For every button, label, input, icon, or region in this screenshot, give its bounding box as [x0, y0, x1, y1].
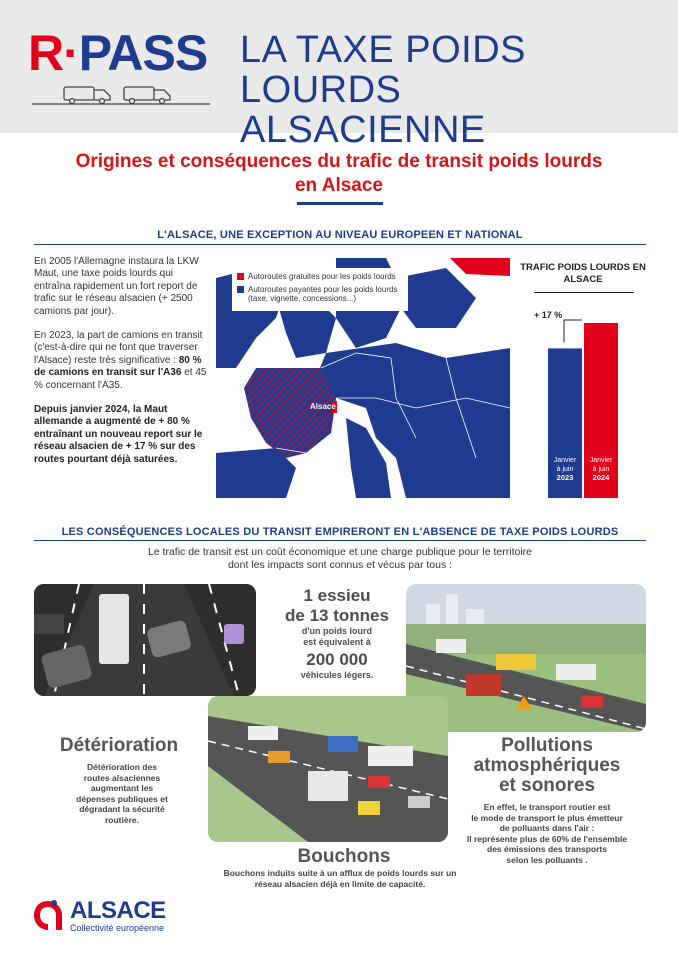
logo-letter-r: R [28, 25, 64, 81]
bouchons-text [190, 868, 490, 889]
pollutions-title-line3: et sonores [498, 775, 596, 796]
alsace-emblem-icon [30, 897, 66, 933]
main-title-line1: Origines et conséquences du trafic de transit poids lourds [75, 151, 603, 172]
deterioration-line3: augmentant les [90, 783, 154, 793]
traffic-jam-illustration [208, 696, 448, 842]
consequences-intro [90, 546, 590, 572]
chart-bar-label-2-2: à juin [592, 466, 610, 473]
rpass-logo [28, 25, 218, 108]
stat-line3: d'un poids lourd [301, 626, 373, 636]
pollutions-title [452, 736, 642, 796]
intro-text [34, 256, 212, 478]
legend-row-free [237, 272, 403, 282]
main-title [0, 150, 678, 198]
deterioration-line4: dépenses publiques et [76, 793, 168, 804]
deterioration-line6: routière. [104, 814, 139, 825]
alsace-logo-subtitle: Collectivité européenne [70, 923, 165, 933]
alsace-map-label: Alsace [310, 402, 336, 411]
bouchons-title: Bouchons [297, 846, 391, 867]
alsace-logo-name: ALSACE [70, 897, 166, 924]
intro-p2-pre: En 2023, la part de camions en transit (c'est-à-dire qui ne font que traverser l'Alsace) reste très significative : [34, 330, 203, 366]
section2-rule [34, 540, 646, 541]
legend-swatch-blue [237, 286, 244, 293]
header-title [240, 30, 670, 150]
stat-line1: 1 essieu [303, 586, 371, 605]
pollutions-line3: de polluants dans l'air : [499, 823, 595, 833]
intro-paragraph-3 [34, 404, 212, 466]
pollutions-title-line1: Pollutions [501, 735, 593, 756]
chart-bar-label-1-1: Janvier [553, 457, 577, 464]
chart-bar-label-2-3: 2024 [592, 473, 610, 482]
intro-p3-bold: Depuis janvier 2024, la Maut allemande a augmenté de + 80 % entraînant un nouveau report sur le réseau alsacien de + 17 % sur des routes pourtant déjà saturées. [34, 404, 203, 465]
axle-stat [262, 586, 412, 681]
bouchons-line1: Bouchons induits suite à un afflux de poids lourds sur un [223, 868, 457, 878]
legend-paid-label: Autoroutes payantes pour les poids lourds (taxe, vignette, concessions...) [248, 284, 398, 303]
pollutions-text [452, 802, 642, 865]
deterioration-line1: Détérioration des [87, 762, 157, 772]
deterioration-line5: dégradant la sécurité [79, 804, 165, 814]
title-underline [297, 202, 383, 205]
road-damage-illustration [34, 584, 256, 696]
header-title-line1: LA TAXE POIDS LOURDS [240, 29, 526, 111]
consequences-intro-line1: Le trafic de transit est un coût économique et une charge publique pour le territoire [147, 546, 533, 558]
header-title-line2: ALSACIENNE [240, 109, 486, 151]
pollutions-line2: le mode de transport le plus émetteur [471, 812, 623, 823]
chart-annotation: + 17 % [534, 310, 563, 320]
logo-pass: PASS [78, 25, 208, 81]
chart-title: TRAFIC POIDS LOURDS EN ALSACE [520, 262, 646, 285]
chart-bar-label-1-2: à juin [556, 466, 574, 473]
chart-bar-label-2-1: Janvier [589, 457, 613, 464]
chart-bar-label-1-3: 2023 [556, 473, 574, 482]
main-title-line2: en Alsace [294, 175, 383, 196]
pollutions-title-line2: atmosphériques [473, 755, 621, 776]
section1-heading: L'ALSACE, UNE EXCEPTION AU NIVEAU EUROPEEN ET NATIONAL [157, 229, 523, 241]
section1-rule [34, 244, 646, 245]
pollutions-line1: En effet, le transport routier est [483, 802, 611, 812]
pollutions-line5: des émissions des transports [487, 844, 607, 854]
legend-row-paid [237, 285, 403, 304]
consequences-intro-line2: dont les impacts sont connus et vécus par tous : [227, 559, 453, 571]
legend-free-label: Autoroutes gratuites pour les poids lourds [248, 272, 396, 281]
chart-bars [520, 258, 646, 498]
legend-swatch-red [237, 273, 244, 280]
intro-p2-bold: 80 % de camions en transit sur l'A36 [34, 354, 202, 379]
pollutions-line6: selon les polluants . [506, 854, 588, 865]
stat-line4: est équivalent à [303, 637, 371, 647]
deterioration-title: Détérioration [59, 735, 179, 756]
header-band [0, 0, 678, 151]
chart-annotation-connector [564, 320, 582, 342]
truck-traffic-chart [520, 258, 646, 498]
intro-paragraph-2 [34, 330, 212, 392]
intro-paragraph-1: En 2005 l'Allemagne instaura la LKW Maut, une taxe poids lourds qui entraîna rapidement un fort report de trafic sur le réseau alsacien (+ 2500 camions par jour). [34, 256, 199, 317]
trucks-icon [32, 82, 212, 106]
logo-dot: · [63, 25, 79, 81]
bouchons-line2: réseau alsacien déjà en limite de capacité. [254, 878, 426, 889]
pollutions-line4: Il représente plus de 60% de l'ensemble [466, 833, 628, 844]
deterioration-line2: routes alsaciennes [83, 772, 161, 783]
map-legend [232, 268, 408, 311]
stat-line2: de 13 tonnes [285, 606, 389, 625]
stat-line6: véhicules légers. [300, 670, 374, 680]
section2-heading: LES CONSÉQUENCES LOCALES DU TRANSIT EMPIRERONT EN L'ABSENCE DE TAXE POIDS LOURDS [61, 526, 619, 538]
deterioration-text [52, 762, 192, 825]
alsace-logo [30, 895, 190, 935]
intro-p2-post: et 45 % concernant l'A35. [34, 367, 207, 391]
stat-line5: 200 000 [306, 650, 368, 669]
